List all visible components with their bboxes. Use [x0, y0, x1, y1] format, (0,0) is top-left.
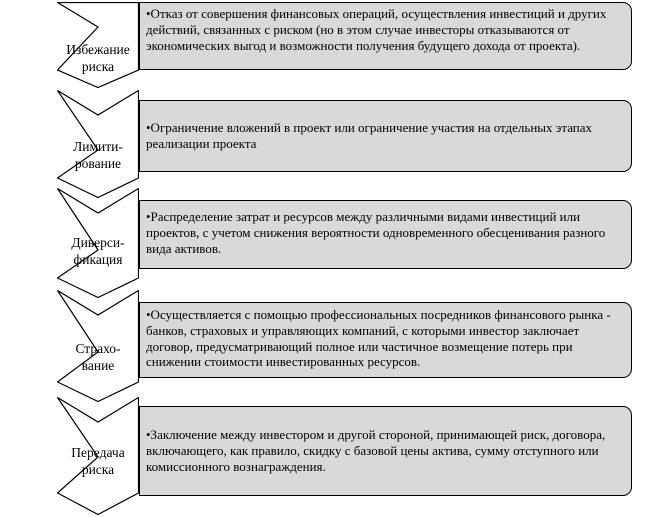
stage-label: Лимити- рование — [73, 139, 123, 171]
stage-description: •Отказ от совершения финансовых операций, осуществления инвестиций и других действий, связанных с риском (но в этом случае инвесторы отказываются от экономических выгод и возможности получения будущего дохода от проекта). — [139, 2, 632, 70]
stage-description: •Ограничение вложений в проект или ограничение участия на отдельных этапах реализации проекта — [139, 100, 632, 172]
stage-label: Избежание риска — [66, 42, 130, 74]
stage-description: •Распределение затрат и ресурсов между различными видами инвестиций или проектов, с учетом снижения вероятности одновременного обесценивания разного вида активов. — [139, 200, 632, 269]
stage-description: •Осуществляется с помощью профессиональных посредников финансового рынка - банков, страховых и управляющих компаний, с которыми инвестор заключает договор, предусматривающий полное или частичное возмещение потерь при снижении стоимости инвестированных ресурсов. — [139, 302, 632, 378]
stage-label: Передача риска — [71, 445, 125, 477]
stage-description: •Заключение между инвестором и другой стороной, принимающей риск, договора, включающего, как правило, скидку с базовой цены актива, сумму отступного или комиссионного вознаграждения. — [139, 406, 632, 496]
stage-label: Страхо- вание — [75, 341, 121, 373]
stage-label: Диверси- фикация — [71, 235, 125, 267]
